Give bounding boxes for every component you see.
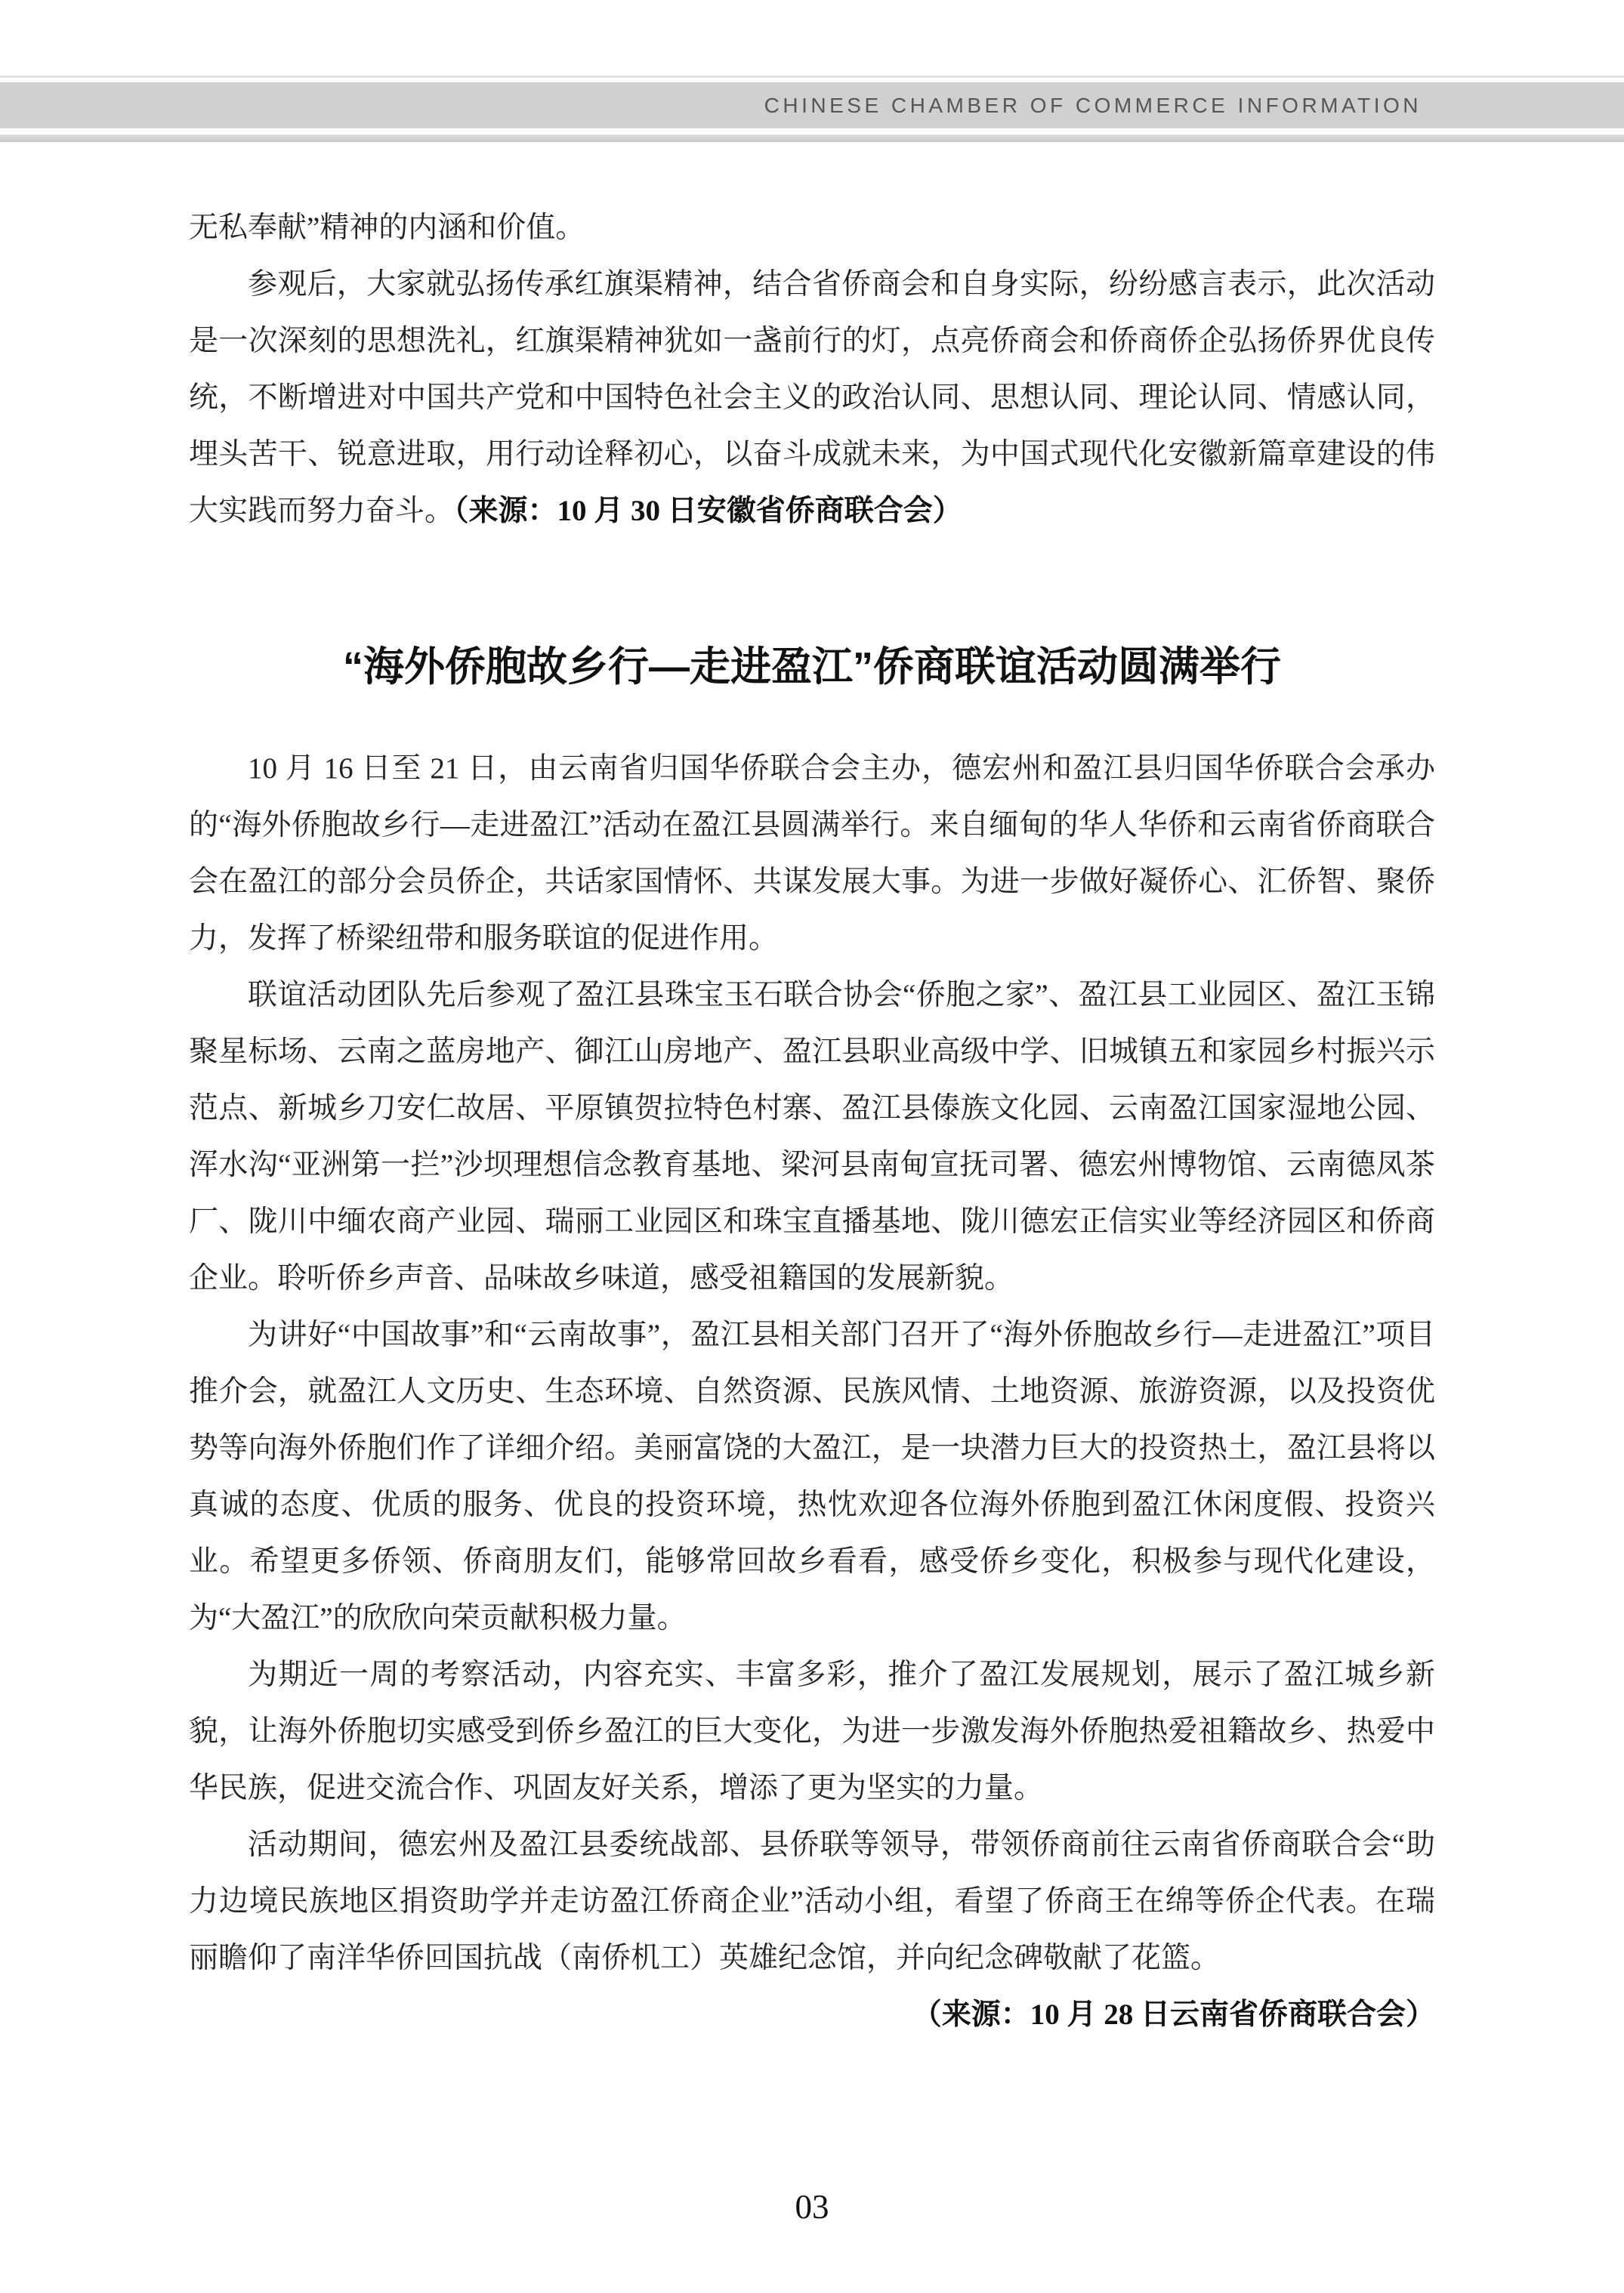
article-title: “海外侨胞故乡行—走进盈江”侨商联谊活动圆满举行 — [343, 644, 1281, 690]
header-band — [0, 82, 1624, 128]
continued-paragraph: 无私奉献”精神的内涵和价值。 — [189, 211, 585, 244]
header-hairline — [0, 76, 1624, 78]
closing-paragraph — [189, 256, 1435, 539]
source-citation-anhui: （来源：10 月 30 日安徽省侨商联合会） — [454, 495, 962, 527]
header-band-thin — [0, 134, 1624, 142]
header-banner-text: CHINESE CHAMBER OF COMMERCE INFORMATION — [764, 93, 1422, 117]
article-paragraph-2: 联谊活动团队先后参观了盈江县珠宝玉石联合协会“侨胞之家”、盈江县工业园区、盈江玉锦聚星标场、云南之蓝房地产、御江山房地产、盈江县职业高级中学、旧城镇五和家园乡村振兴示范点、新城乡刀安仁故居、平原镇贺拉特色村寨、盈江县傣族文化园、云南盈江国家湿地公园、浑水沟“亚洲第一拦”沙坝理想信念教育基地、梁河县南甸宣抚司署、德宏州博物馆、云南德凤茶厂、陇川中缅农商产业园、瑞丽工业园区和珠宝直播基地、陇川德宏正信实业等经济园区和侨商企业。聆听侨乡声音、品味故乡味道，感受祖籍国的发展新貌。 — [189, 979, 1435, 1295]
article-paragraph-1: 10 月 16 日至 21 日，由云南省归国华侨联合会主办，德宏州和盈江县归国华侨联合会承办的“海外侨胞故乡行—走进盈江”活动在盈江县圆满举行。来自缅甸的华人华侨和云南省侨商联合会在盈江的部分会员侨企，共话家国情怀、共谋发展大事。为进一步做好凝侨心、汇侨智、聚侨力，发挥了桥梁纽带和服务联谊的促进作用。 — [189, 752, 1435, 955]
article-paragraph-4: 为期近一周的考察活动，内容充实、丰富多彩，推介了盈江发展规划，展示了盈江城乡新貌，让海外侨胞切实感受到侨乡盈江的巨大变化，为进一步激发海外侨胞热爱祖籍故乡、热爱中华民族，促进交流合作、巩固友好关系，增添了更为坚实的力量。 — [189, 1659, 1435, 1804]
article-paragraph-5: 活动期间，德宏州及盈江县委统战部、县侨联等领导，带领侨商前往云南省侨商联合会“助力边境民族地区捐资助学并走访盈江侨商企业”活动小组，看望了侨商王在绵等侨企代表。在瑞丽瞻仰了南洋华侨回国抗战（南侨机工）英雄纪念馆，并向纪念碑敬献了花篮。 — [189, 1829, 1435, 1974]
article-paragraph-3: 为讲好“中国故事”和“云南故事”，盈江县相关部门召开了“海外侨胞故乡行—走进盈江”项目推介会，就盈江人文历史、生态环境、自然资源、民族风情、土地资源、旅游资源，以及投资优势等向海外侨胞们作了详细介绍。美丽富饶的大盈江，是一块潜力巨大的投资热土，盈江县将以真诚的态度、优质的服务、优良的投资环境，热忱欢迎各位海外侨胞到盈江休闲度假、投资兴业。希望更多侨领、侨商朋友们，能够常回故乡看看，感受侨乡变化，积极参与现代化建设，为“大盈江”的欣欣向荣贡献积极力量。 — [189, 1319, 1435, 1634]
page-number: 03 — [795, 2188, 829, 2226]
article-source-line — [189, 1986, 1435, 2043]
article-content — [189, 199, 1435, 2043]
closing-paragraph-text: 参观后，大家就弘扬传承红旗渠精神，结合省侨商会和自身实际，纷纷感言表示，此次活动是一次深刻的思想洗礼，红旗渠精神犹如一盏前行的灯，点亮侨商会和侨商侨企弘扬侨界优良传统，不断增进对中国共产党和中国特色社会主义的政治认同、思想认同、理论认同、情感认同，埋头苦干、锐意进取，用行动诠释初心，以奋斗成就未来，为中国式现代化安徽新篇章建设的伟大实践而努力奋斗。 — [189, 268, 1435, 527]
source-citation-yunnan: （来源：10 月 28 日云南省侨商联合会） — [912, 1998, 1435, 2031]
